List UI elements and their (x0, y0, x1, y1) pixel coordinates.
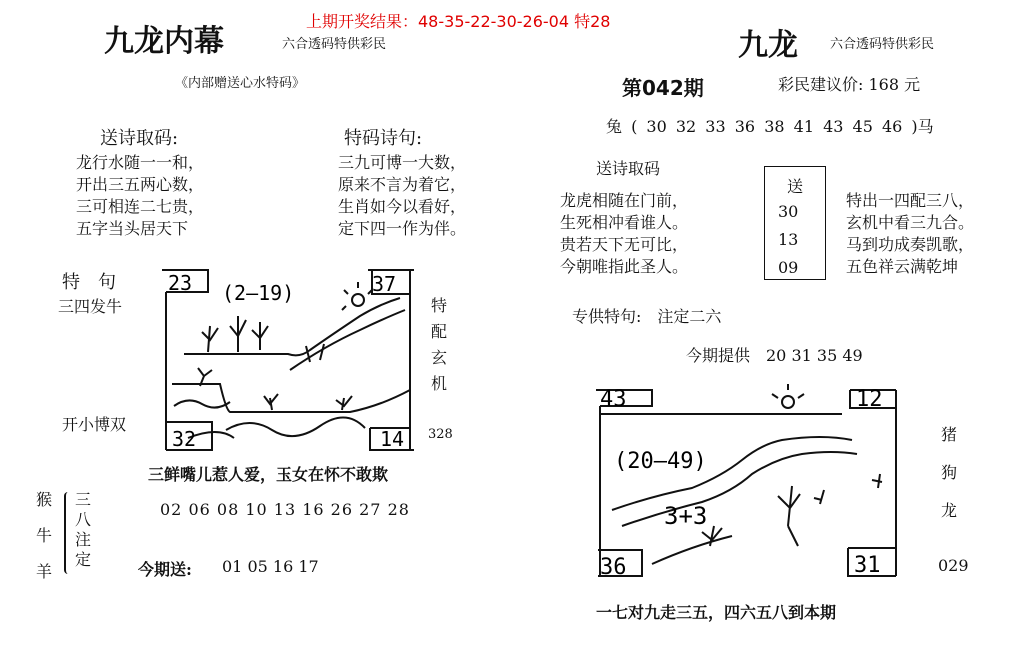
tj-text: 三四发牛 (58, 297, 123, 316)
poem-line: 龙虎相随在门前， (560, 191, 689, 210)
price: 彩民建议价: 168 元 (778, 75, 921, 94)
send-box-title: 送 (787, 177, 804, 196)
send-numbers: 01 05 16 17 (222, 557, 319, 576)
poem2-line: 生肖如今以看好， (338, 197, 467, 216)
zodiac-vertical (36, 482, 52, 590)
poem1-line: 开出三五两心数， (76, 175, 205, 194)
right-figure (592, 376, 912, 580)
middle-text: 3+3 (664, 502, 708, 530)
right-subtitle: 六合透码特供彩民 (830, 37, 935, 52)
poem-line: 贵若天下无可比， (560, 235, 689, 254)
send-label: 今期送: (138, 560, 192, 579)
poem2 (338, 152, 466, 240)
zodiac-item: 羊 (36, 562, 53, 581)
corner-br-text: 14 (380, 427, 405, 451)
corner-tl-text: 43 (600, 387, 627, 412)
poem-line: 今朝唯指此圣人。 (560, 257, 689, 276)
figure-right-vertical: 特配玄机 (430, 296, 447, 393)
right-poem-title: 送诗取码 (596, 159, 661, 178)
animal-item: 猪 (941, 425, 958, 444)
left-slogan: 三鲜嘴儿惹人爱，玉女在怀不敢欺 (148, 465, 389, 484)
poem1-line: 龙行水随一一和， (76, 153, 205, 172)
animals-vertical (941, 416, 957, 530)
rabbit-line: 兔 ( 30 32 33 36 38 41 43 45 46 )马 (606, 117, 934, 136)
poem2-line: 三九可博一大数， (338, 153, 467, 172)
zodiac-item: 猴 (36, 490, 53, 509)
poem-line: 玄机中看三九合。 (846, 213, 975, 232)
box-number: 13 (778, 230, 799, 249)
inner-note: 《内部赠送心水特码》 (175, 76, 306, 91)
left-subtitle: 六合透码特供彩民 (282, 37, 387, 52)
poem-line: 特出一四配三八， (846, 191, 975, 210)
left-below-number: 328 (428, 427, 453, 442)
corner-br-text: 31 (854, 553, 881, 578)
side-label: 开小博双 (62, 415, 127, 434)
result-banner: 上期开奖结果：48-35-22-30-26-04 特28 (306, 12, 611, 31)
special-line: 专供特句: 注定二六 (572, 307, 722, 326)
poem-line: 生死相冲看谁人。 (560, 213, 689, 232)
corner-bl-text: 36 (600, 555, 627, 580)
right-poem-right (846, 190, 974, 278)
left-figure (160, 266, 420, 452)
right-title: 九龙 (738, 28, 798, 63)
corner-bl-text: 32 (172, 427, 197, 451)
poem1-line: 三可相连二七贵， (76, 197, 205, 216)
box-number: 30 (778, 202, 799, 221)
poem2-title: 特码诗句: (344, 128, 423, 149)
right-below-number: 029 (938, 556, 969, 575)
bracket (64, 492, 74, 574)
poem-line: 马到功成奏凯歌， (846, 235, 975, 254)
bracket-vertical: 三八注定 (74, 490, 91, 569)
animal-item: 狗 (941, 463, 958, 482)
animal-item: 龙 (941, 501, 958, 520)
zodiac-item: 牛 (36, 526, 53, 545)
poem2-line: 原来不言为着它， (338, 175, 467, 194)
provide-line: 今期提供 20 31 35 49 (686, 346, 863, 365)
issue-number: 第042期 (622, 76, 704, 100)
poem1-title: 送诗取码: (100, 128, 179, 149)
poem1 (76, 152, 204, 240)
poem-line: 五色祥云满乾坤 (846, 257, 959, 276)
corner-tr-text: 12 (856, 387, 883, 412)
corner-tr-text: 37 (372, 272, 397, 296)
scribble-text: (20—49) (614, 449, 707, 474)
left-numbers: 02 06 08 10 13 16 26 27 28 (160, 500, 410, 519)
box-number: 09 (778, 258, 799, 277)
scribble-text: (2—19) (222, 281, 295, 305)
tj-title: 特 句 (62, 272, 116, 293)
right-poem-left (560, 190, 688, 278)
left-title: 九龙内幕 (104, 24, 224, 59)
poem2-line: 定下四一作为伴。 (338, 219, 467, 238)
poem1-line: 五字当头居天下 (76, 219, 189, 238)
send-box-numbers (778, 198, 798, 282)
corner-tl-text: 23 (168, 271, 193, 295)
bottom-slogan: 一七对九走三五，四六五八到本期 (596, 603, 837, 622)
